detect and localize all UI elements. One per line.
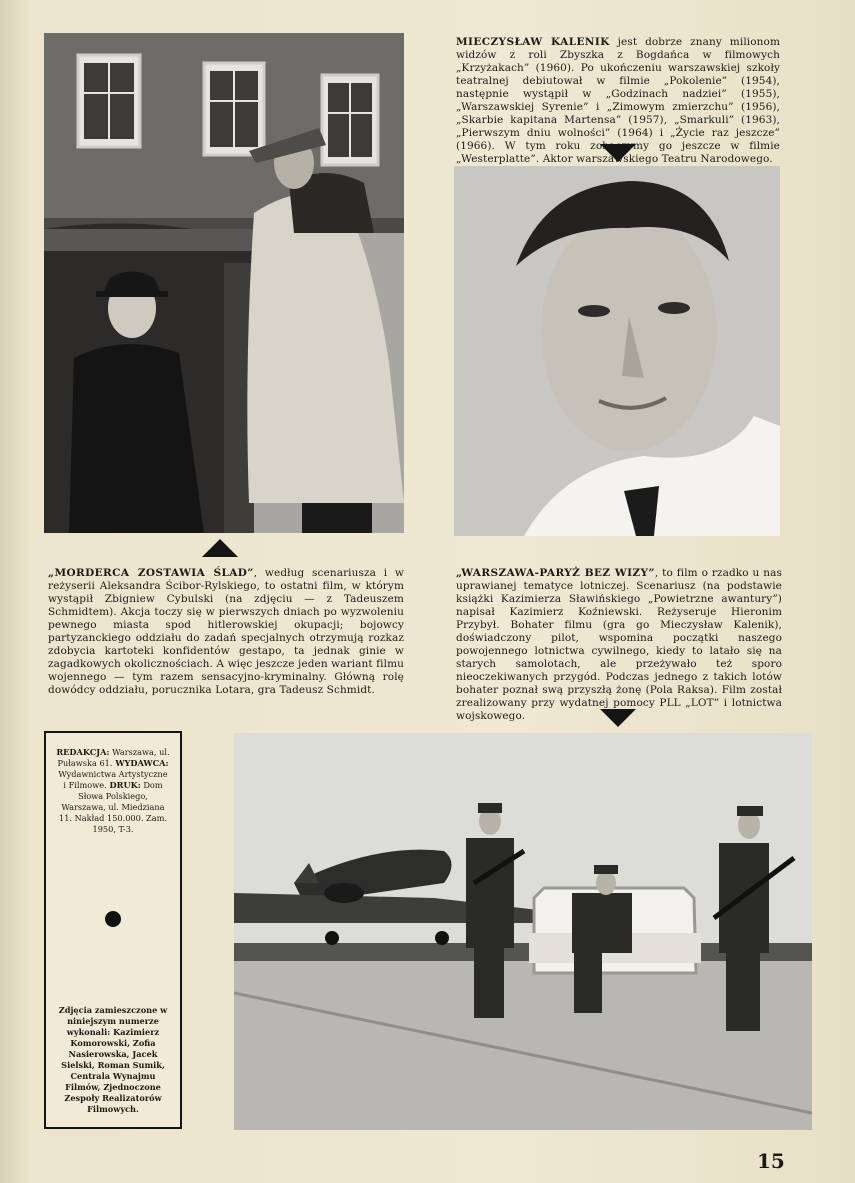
imprint-druk-label: DRUK: [109, 780, 141, 790]
caption-warszawa-title: „WARSZAWA-PARYŻ BEZ WIZY” [456, 567, 655, 579]
imprint-wydawca-label: WYDAWCA: [115, 758, 169, 768]
arrow-up-icon [202, 539, 238, 557]
caption-kalenik-text: jest dobrze znany milionom widzów z roli Zbyszka z Bogdańca w filmowych „Krzyżakach” (1960). Po ukończeniu warszawskiej szkoły teatralnej debiutował w filmie „Pokolenie” (1954), następnie wystąpił w „Godzinach nadziei” (1955), „Warszawskiej Syrenie” i „Zimowym zmierzchu” (1956), „Skarbie kapitana Martensa” (1957), „Smarkuli” (1963), „Pierwszym dniu wolności” (1964) i „Życie raz jeszcze” (1966). W tym roku zobaczymy go jeszcze w filmie „Westerplatte”. Aktor warszawskiego Teatru Narodowego. [456, 36, 780, 165]
caption-morderca-title: „MORDERCA ZOSTAWIA ŚLAD” [48, 567, 254, 579]
caption-morderca [48, 567, 404, 697]
imprint-redakcja: Warszawa, ul. Puławska 61. [57, 747, 170, 768]
caption-morderca-text: , według scenariusza i w reżyserii Aleksandra Ścibor-Rylskiego, to ostatni film, w którym wystąpił Zbigniew Cybulski (na zdjęciu — z Tadeuszem Schmidtem). Akcja toczy się w pierwszych dniach po wyzwoleniu pewnego miasta spod hitlerowskiej okupacji; bojowcy partyzanckiego oddziału do zadań specjalnych otrzymują rozkaz zdobycia kartoteki konfidentów gestapo, ta jednak ginie w zagadkowych okolicznościach. A więc jeszcze jeden wariant filmu wojennego — tym razem sensacyjno-kryminalny. Główną rolę dowódcy oddziału, porucznika Lotara, gra Tadeusz Schmidt. [48, 567, 404, 696]
caption-warszawa-paryz [456, 567, 782, 723]
imprint-wydawca: Wydawnictwa Artystyczne i Filmowe. [58, 769, 168, 790]
page-number: 15 [757, 1149, 785, 1173]
bullet-dot-icon [105, 911, 121, 927]
caption-kalenik-name: MIECZYSŁAW KALENIK [456, 36, 610, 48]
imprint-box [44, 731, 182, 1129]
photo-airfield-soldiers [234, 733, 812, 1130]
caption-warszawa-text: , to film o rzadko u nas uprawianej tematyce lotniczej. Scenariusz (na podstawie książki Kazimierza Sławińskiego „Powietrzne awantury”) napisał Kazimierz Koźniewski. Reżyseruje Hieronim Przybył. Bohater filmu (gra go Mieczysław Kalenik), doświadczony pilot, wspomina początki naszego powojennego lotnictwa cywilnego, kiedy to latało się na starych samolotach, ale przeżywało też sporo nieoczekiwanych przygód. Podczas jednego z takich lotów bohater poznał swą przyszłą żonę (Pola Raksa). Film został zrealizowany przy wydatnej pomocy PLL „LOT” i lotnictwa wojskowego. [456, 567, 782, 722]
arrow-down-icon [600, 144, 636, 162]
imprint-details [56, 747, 170, 835]
imprint-druk: Dom Słowa Polskiego, Warszawa, ul. Miedziana 11. Nakład 150.000. Zam. 1950, T-3. [58, 780, 167, 834]
imprint-photo-credits: Zdjęcia zamieszczone w niniejszym numerze wykonali: Kazimierz Komorowski, Zofia Nasierowska, Jacek Sielski, Roman Sumik, Centrala Wynajmu Filmów, Zjednoczone Zespoły Realizatorów Filmowych. [58, 1005, 168, 1114]
arrow-down-icon [600, 709, 636, 727]
photo-kalenik-portrait [454, 166, 780, 536]
imprint-redakcja-label: REDAKCJA: [56, 747, 110, 757]
photo-cybulski-schmidt [44, 33, 404, 533]
